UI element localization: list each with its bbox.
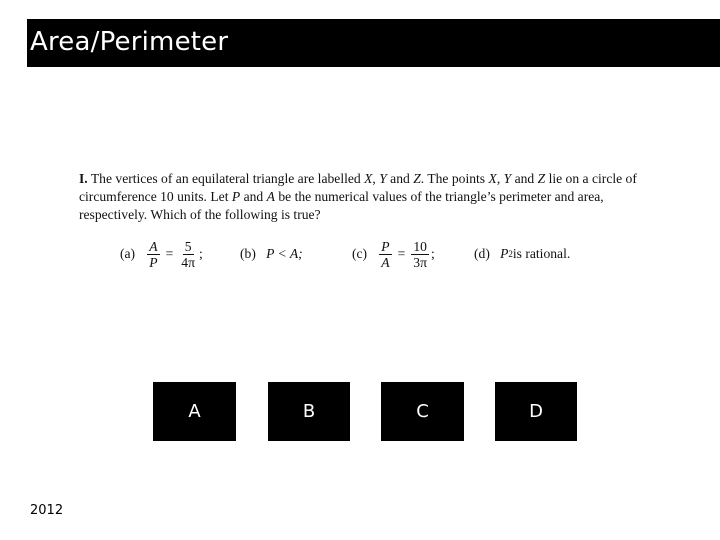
option-a bbox=[120, 236, 203, 272]
text-segment: The vertices of an equilateral triangle are labelled bbox=[90, 171, 365, 186]
answer-button-b[interactable]: B bbox=[268, 382, 350, 441]
answer-options bbox=[120, 236, 620, 272]
math-var: X bbox=[364, 171, 373, 186]
denominator: P bbox=[149, 254, 158, 270]
text-segment: and bbox=[386, 171, 414, 186]
answer-button-c[interactable]: C bbox=[381, 382, 464, 441]
math-var: Y bbox=[503, 171, 512, 186]
math-var: P bbox=[500, 246, 509, 261]
text-segment: lie on a circle of circumference 10 units. Let bbox=[79, 171, 637, 204]
math-var: Z bbox=[537, 171, 546, 186]
answer-button-d[interactable]: D bbox=[495, 382, 577, 441]
denominator: 4π bbox=[181, 254, 195, 270]
option-expression: P < A; bbox=[266, 246, 303, 261]
text-segment: , bbox=[496, 171, 504, 186]
numerator: 5 bbox=[184, 238, 192, 254]
numerator: A bbox=[149, 238, 158, 254]
option-label: (c) bbox=[352, 246, 368, 261]
year-label: 2012 bbox=[30, 503, 64, 518]
math-var: X bbox=[488, 171, 497, 186]
fraction bbox=[379, 239, 391, 270]
problem-number: I. bbox=[79, 171, 88, 186]
punctuation: ; bbox=[198, 246, 203, 261]
answer-button-a[interactable]: A bbox=[153, 382, 236, 441]
denominator: A bbox=[381, 254, 390, 270]
numerator: 10 bbox=[413, 238, 427, 254]
math-var: P bbox=[231, 189, 241, 204]
option-c bbox=[352, 236, 435, 272]
fraction bbox=[411, 239, 429, 270]
exponent: 2 bbox=[508, 249, 513, 259]
fraction bbox=[147, 239, 159, 270]
text-segment: and bbox=[240, 189, 267, 204]
text-segment: , bbox=[372, 171, 380, 186]
option-label: (a) bbox=[120, 246, 136, 261]
slide-title: Area/Perimeter bbox=[30, 27, 229, 57]
text-segment: . The points bbox=[420, 171, 489, 186]
text-segment: and bbox=[511, 171, 538, 186]
punctuation: ; bbox=[430, 246, 435, 261]
denominator: 3π bbox=[413, 254, 427, 270]
title-bar bbox=[27, 19, 720, 67]
option-b bbox=[240, 236, 303, 272]
option-text: is rational. bbox=[512, 246, 571, 261]
option-label: (d) bbox=[474, 246, 490, 261]
fraction bbox=[179, 239, 197, 270]
math-var: Z bbox=[413, 171, 421, 186]
option-d bbox=[474, 236, 570, 272]
problem-text bbox=[79, 170, 644, 224]
math-var: A bbox=[266, 189, 275, 204]
numerator: P bbox=[381, 238, 390, 254]
equals-sign: = bbox=[397, 246, 406, 261]
math-var: Y bbox=[379, 171, 387, 186]
text-segment: be the numerical values of the triangle’s perimeter and area, respectively. Which of the following is true? bbox=[79, 189, 604, 222]
problem-statement bbox=[79, 170, 644, 224]
option-label: (b) bbox=[240, 246, 256, 261]
equals-sign: = bbox=[165, 246, 174, 261]
